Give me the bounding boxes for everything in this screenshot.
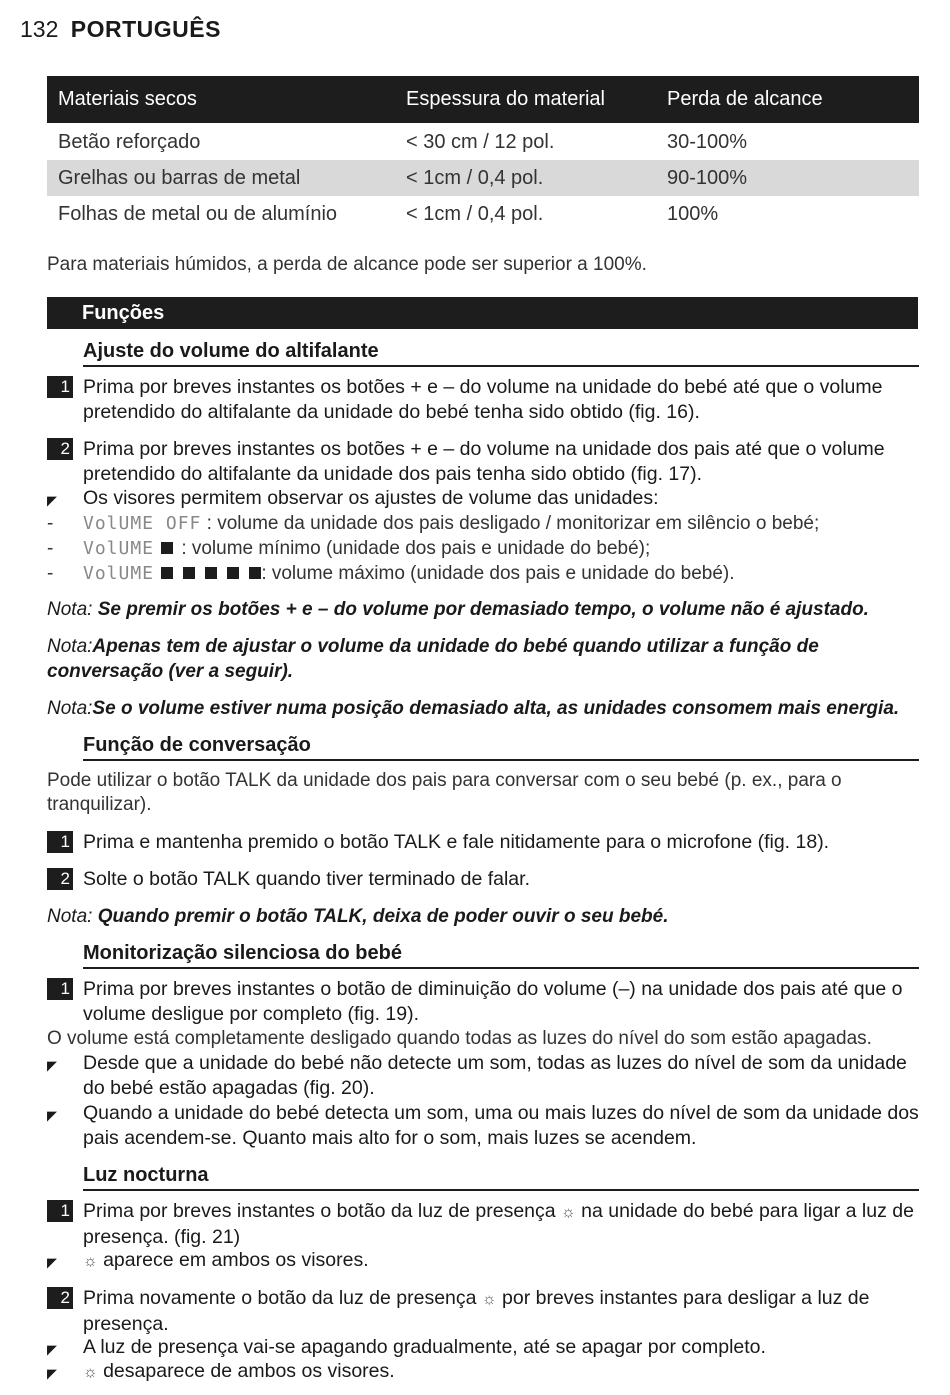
note-label: Nota:: [47, 599, 93, 620]
sun-icon: ☼: [83, 1364, 98, 1381]
step-number: 2: [47, 868, 73, 890]
volume-bar-icon: [161, 567, 173, 579]
bullet-item: [47, 1051, 922, 1101]
bullet-text: Os visores permitem observar os ajustes de volume das unidades:: [83, 487, 659, 509]
step-item: [47, 1199, 922, 1250]
step-text: na unidade do bebé para ligar a luz de presença. (fig. 21): [83, 1200, 914, 1248]
column-header: Espessura do material: [406, 88, 605, 110]
step-item: [47, 830, 922, 855]
sun-icon: ☼: [481, 1291, 497, 1308]
dash-text: : volume mínimo (unidade dos pais e unidade do bebé);: [181, 538, 651, 559]
step-number: 1: [47, 831, 73, 853]
note-label: Nota:: [47, 906, 93, 927]
step-number: 1: [47, 978, 73, 1000]
subsection-title: Ajuste do volume do altifalante: [83, 340, 379, 362]
step-text: Prima por breves instantes os botões + e – do volume na unidade dos pais até que o volume pretendido do altifalante da unidade dos pais tenha sido obtido (fig. 17).: [83, 438, 885, 485]
volume-bar-icon: [205, 567, 217, 579]
column-header: Perda de alcance: [667, 88, 823, 110]
bullet-text: desaparece de ambos os visores.: [97, 1360, 395, 1382]
subsection-title: Monitorização silenciosa do bebé: [83, 942, 402, 964]
volume-bar-icon: [161, 542, 173, 554]
note: [47, 696, 922, 721]
intro-text: Pode utilizar o botão TALK da unidade dos pais para conversar com o seu bebé (p. ex., para o tranquilizar).: [47, 770, 842, 815]
table-cell: Folhas de metal ou de alumínio: [58, 202, 338, 225]
bullet-triangle-icon: ◤: [47, 1255, 57, 1270]
bullet-triangle-icon: ◤: [47, 1342, 57, 1357]
table-cell: < 30 cm / 12 pol.: [406, 130, 555, 153]
bullet-triangle-icon: ◤: [47, 1108, 57, 1123]
dash-text: : volume da unidade dos pais desligado / monitorizar em silêncio o bebé;: [201, 513, 820, 534]
step-number: 1: [47, 1200, 73, 1222]
divider: [83, 967, 919, 969]
note-label: Nota:: [47, 698, 93, 719]
subsection-title: Função de conversação: [83, 734, 311, 756]
table-cell: 30-100%: [667, 130, 748, 153]
materials-table: [47, 76, 919, 232]
dash-item: - VolUME OFF : volume da unidade dos pais desligado / monitorizar em silêncio o bebé;: [47, 513, 820, 534]
subsection-title: Luz nocturna: [83, 1164, 209, 1186]
table-row: [47, 160, 919, 196]
note-label: Nota:: [47, 636, 93, 657]
bullet-item: [47, 486, 922, 513]
bullet-item: [47, 1101, 922, 1151]
step-text: Prima por breves instantes o botão de diminuição do volume (–) na unidade dos pais até que o volume desligue por completo (fig. 19).: [83, 978, 903, 1025]
bullet-item: [47, 1335, 922, 1362]
bullet-triangle-icon: ◤: [47, 493, 57, 508]
page-header: [20, 14, 221, 44]
volume-bar-icon: [183, 567, 195, 579]
bullet-text: Desde que a unidade do bebé não detecte um som, todas as luzes do nível de som da unidade do bebé estão apagadas (fig. 20).: [83, 1052, 907, 1099]
divider: [83, 759, 919, 761]
step-text: Prima e mantenha premido o botão TALK e fale nitidamente para o microfone (fig. 18).: [83, 831, 830, 853]
bullet-triangle-icon: ◤: [47, 1366, 57, 1381]
dash-item: - VolUME : volume máximo (unidade dos pais e unidade do bebé).: [47, 563, 735, 584]
step-text: Solte o botão TALK quando tiver terminado de falar.: [83, 868, 530, 890]
step-item: [47, 375, 922, 425]
table-cell: 90-100%: [667, 166, 748, 189]
table-cell: 100%: [667, 202, 719, 225]
lcd-display-text: VolUME: [83, 563, 155, 584]
bullet-item: [47, 1248, 922, 1275]
info-text: O volume está completamente desligado quando todas as luzes do nível do som estão apagadas.: [47, 1028, 872, 1049]
note-text: Apenas tem de ajustar o volume da unidade do bebé quando utilizar a função de conversação (ver a seguir).: [47, 636, 819, 682]
table-header: [47, 76, 919, 123]
step-item: [47, 1286, 922, 1337]
language-title: PORTUGUÊS: [70, 16, 221, 42]
page-number: 132: [20, 16, 59, 42]
dash-item: - VolUME : volume mínimo (unidade dos pais e unidade do bebé);: [47, 538, 651, 559]
step-text: Prima por breves instantes os botões + e – do volume na unidade do bebé até que o volume pretendido do altifalante da unidade do bebé tenha sido obtido (fig. 16).: [83, 376, 883, 423]
step-item: [47, 977, 922, 1027]
table-cell: < 1cm / 0,4 pol.: [406, 166, 544, 189]
volume-bar-icon: [227, 567, 239, 579]
note-text: Se premir os botões + e – do volume por demasiado tempo, o volume não é ajustado.: [92, 599, 869, 620]
sun-icon: ☼: [83, 1253, 98, 1270]
lcd-display-text: VolUME: [83, 538, 155, 559]
table-cell: Grelhas ou barras de metal: [58, 166, 301, 189]
divider: [83, 1189, 919, 1191]
column-header: Materiais secos: [58, 88, 197, 110]
note-text: Se o volume estiver numa posição demasiado alta, as unidades consomem mais energia.: [92, 698, 900, 719]
table-cell: < 1cm / 0,4 pol.: [406, 202, 544, 225]
divider: [83, 365, 919, 367]
step-text: Prima novamente o botão da luz de presença: [83, 1287, 482, 1309]
step-text: por breves instantes para desligar a luz de presença.: [83, 1287, 870, 1335]
bullet-item: [47, 1359, 922, 1386]
step-number: 2: [47, 1287, 73, 1309]
bullet-triangle-icon: ◤: [47, 1058, 57, 1073]
sun-icon: ☼: [561, 1204, 576, 1221]
table-row: [47, 124, 919, 160]
note-text: Quando premir o botão TALK, deixa de poder ouvir o seu bebé.: [92, 906, 669, 927]
lcd-display-text: VolUME OFF: [83, 513, 202, 534]
step-number: 2: [47, 438, 73, 460]
table-row: [47, 196, 919, 232]
bullet-text: aparece em ambos os visores.: [97, 1249, 369, 1271]
step-item: [47, 437, 922, 487]
humid-note: Para materiais húmidos, a perda de alcance pode ser superior a 100%.: [47, 254, 647, 275]
section-title: Funções: [47, 297, 918, 329]
table-cell: Betão reforçado: [58, 130, 201, 153]
note: [47, 634, 922, 684]
step-text: Prima por breves instantes o botão da luz de presença: [83, 1200, 562, 1222]
bullet-text: Quando a unidade do bebé detecta um som, uma ou mais luzes do nível de som da unidade dos pais acendem-se. Quanto mais alto for o som, mais luzes se acendem.: [83, 1102, 919, 1149]
dash-text: : volume máximo (unidade dos pais e unidade do bebé).: [261, 563, 735, 584]
bullet-text: A luz de presença vai-se apagando gradualmente, até se apagar por completo.: [83, 1336, 766, 1358]
step-number: 1: [47, 376, 73, 398]
note: [47, 597, 922, 622]
note: [47, 904, 922, 929]
volume-bar-icon: [249, 567, 261, 579]
step-item: [47, 867, 922, 892]
